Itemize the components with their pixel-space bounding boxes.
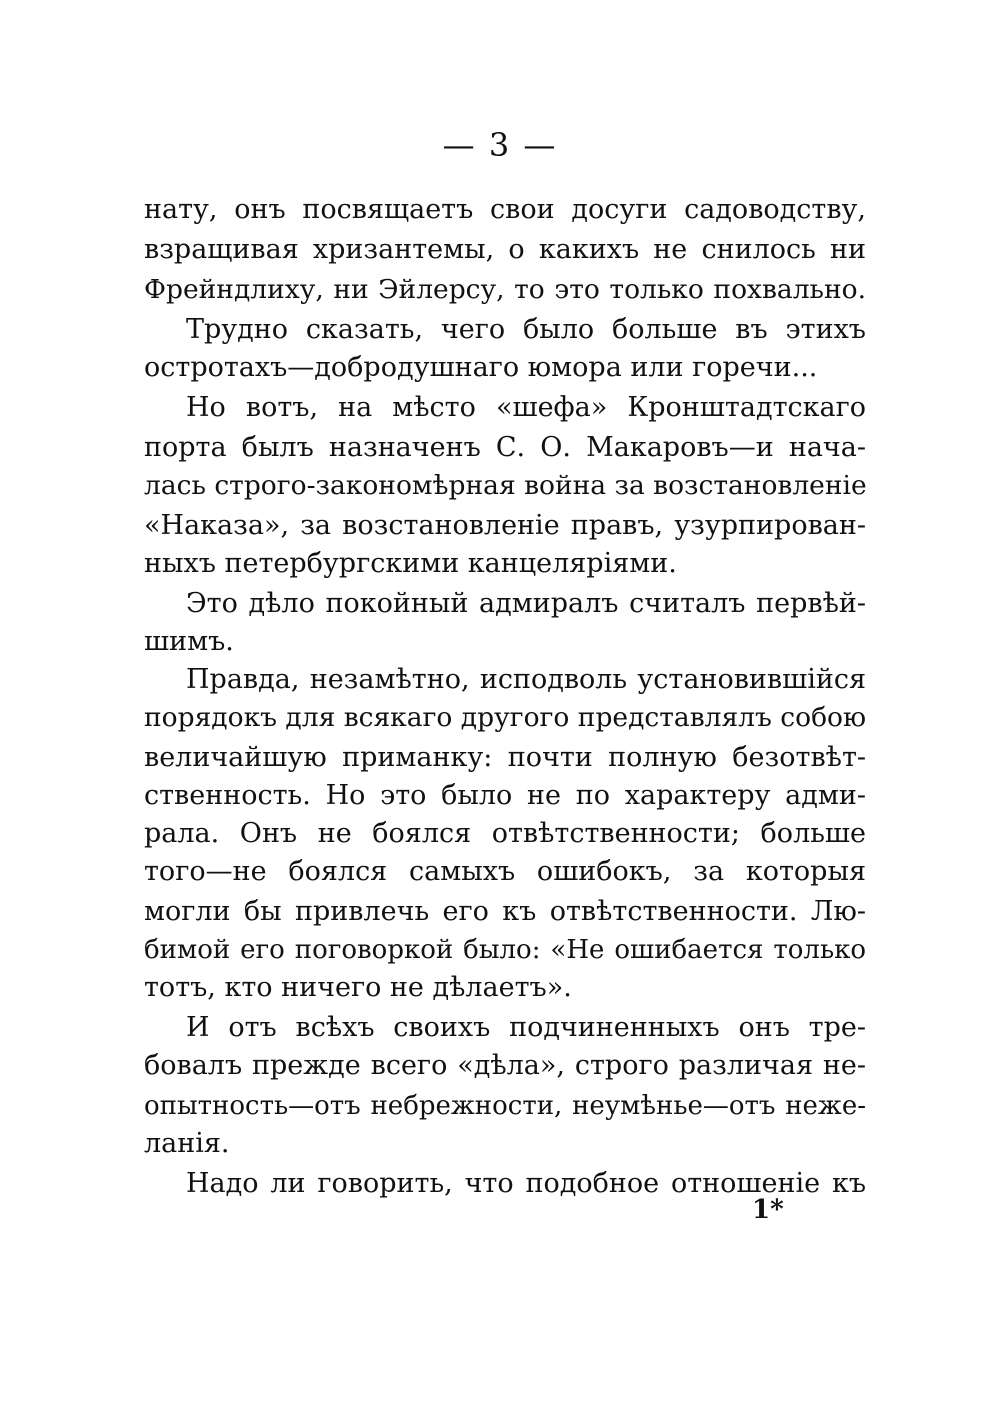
text-line: порядокъ для всякаго другого представлялъ собою [144, 702, 867, 733]
text-line: того—не боялся самыхъ ошибокъ, за которыя [144, 856, 866, 887]
text-line: взращивая хризантемы, о какихъ не снилось ни [144, 234, 866, 265]
text-line: ланія. [144, 1128, 230, 1159]
text-line: ственность. Но это было не по характеру адми- [144, 780, 866, 811]
paragraph-start-line: Это дѣло покойный адмиралъ считалъ первѣй- [186, 588, 866, 619]
paragraph-start-line: Правда, незамѣтно, исподволь установившійся [186, 664, 866, 695]
text-line: рала. Онъ не боялся отвѣтственности; больше [144, 818, 866, 849]
text-line: опытность—отъ небрежности, неумѣнье—отъ нежe- [144, 1091, 866, 1121]
text-line: порта былъ назначенъ С. О. Макаровъ—и нача- [144, 432, 866, 463]
text-line: лась строго-закономѣрная война за возстановленіе [144, 470, 867, 501]
paragraph-start-line: Надо ли говорить, что подобное отношеніе къ [186, 1168, 866, 1199]
text-line: бовалъ прежде всего «дѣла», строго различая не- [144, 1050, 866, 1081]
text-line: шимъ. [144, 626, 234, 657]
text-line: величайшую приманку: почти полную безотвѣт- [144, 742, 866, 773]
page-number: — 3 — [442, 126, 558, 164]
text-line: ныхъ петербургскими канцеляріями. [144, 548, 677, 579]
paragraph-start-line: Но вотъ, на мѣсто «шефа» Кронштадтскаго [186, 392, 866, 423]
text-line: Фрейндлиху, ни Эйлерсу, то это только похвально. [144, 274, 866, 305]
text-line: остротахъ—добродушнаго юмора или горечи... [144, 352, 818, 383]
text-line: могли бы привлечь его къ отвѣтственности. Лю- [144, 896, 866, 927]
text-line: нату, онъ посвящаетъ свои досуги садоводству, [144, 194, 866, 225]
paragraph-start-line: Трудно сказать, чего было больше въ этихъ [186, 314, 866, 345]
signature-mark: 1* [752, 1195, 784, 1225]
text-line: бимой его поговоркой было: «Не ошибается только [144, 935, 866, 965]
text-line: тотъ, кто ничего не дѣлаетъ». [144, 972, 572, 1003]
text-line: «Наказа», за возстановленіе правъ, узурпирован- [144, 510, 866, 541]
paragraph-start-line: И отъ всѣхъ своихъ подчиненныхъ онъ тре- [186, 1012, 866, 1043]
